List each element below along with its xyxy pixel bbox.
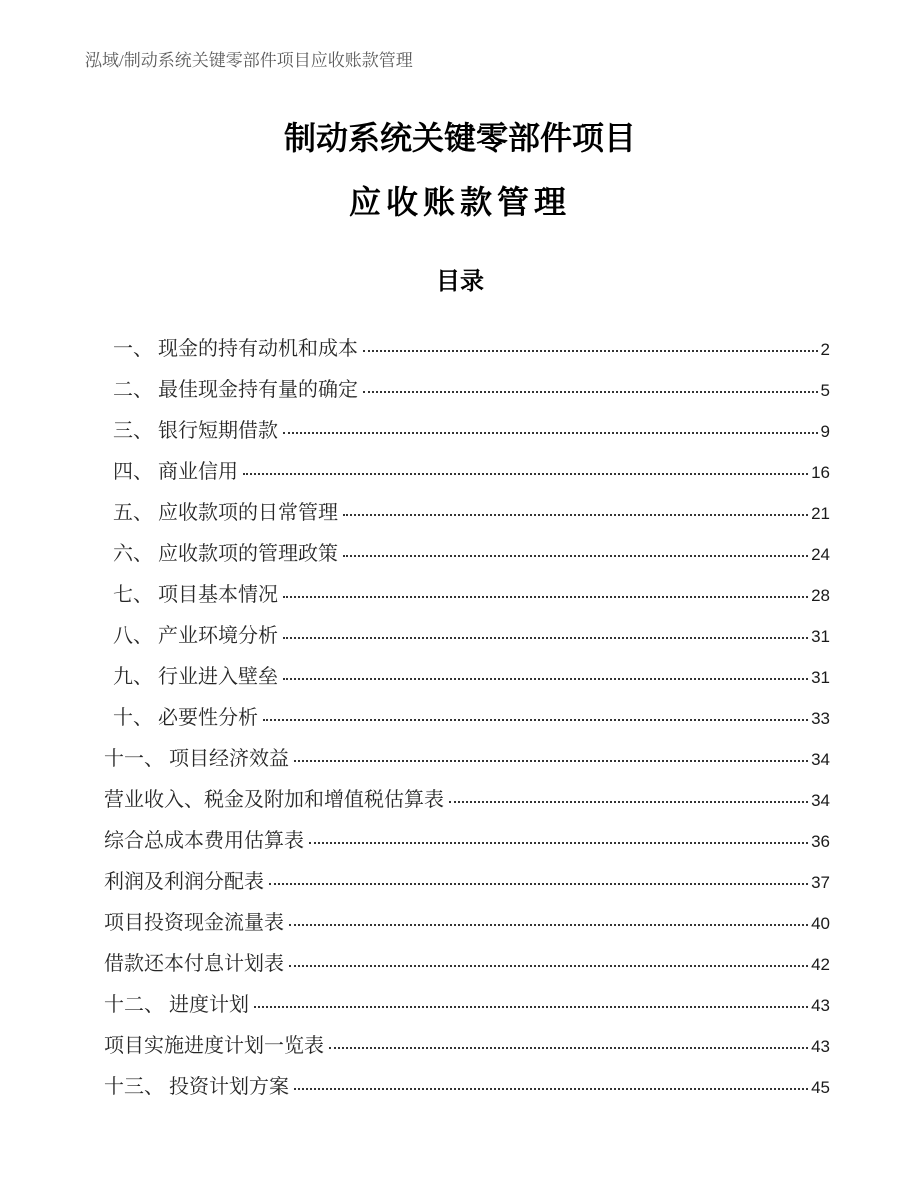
toc-entry-label[interactable]: 利润及利润分配表 xyxy=(104,871,264,893)
toc-entry-row[interactable] xyxy=(85,607,830,648)
toc-entry-label[interactable]: 四、 商业信用 xyxy=(113,461,238,483)
toc-entry-label[interactable]: 借款还本付息计划表 xyxy=(104,953,284,975)
toc-heading: 目录 xyxy=(436,268,484,295)
toc-entry-page[interactable]: 28 xyxy=(811,586,830,605)
toc-entry-label[interactable]: 项目投资现金流量表 xyxy=(104,912,284,934)
toc-entry-label[interactable]: 九、 行业进入壁垒 xyxy=(113,666,278,688)
toc-entry-page[interactable]: 9 xyxy=(820,422,830,441)
toc-entry-row[interactable] xyxy=(85,812,830,853)
document-title xyxy=(0,118,920,222)
toc-entry-page[interactable]: 34 xyxy=(811,791,830,810)
toc-entry-page[interactable]: 43 xyxy=(811,1037,830,1056)
toc-entry-row[interactable] xyxy=(85,566,830,607)
toc-entry-row[interactable] xyxy=(85,484,830,525)
toc-entry-row[interactable] xyxy=(85,320,830,361)
toc-dot-leader xyxy=(283,596,808,598)
toc-dot-leader xyxy=(263,719,808,721)
toc-entry-row[interactable] xyxy=(85,853,830,894)
toc-entry-label[interactable]: 十一、 项目经济效益 xyxy=(104,748,289,770)
toc-entry-page[interactable]: 16 xyxy=(811,463,830,482)
toc-entry-page[interactable]: 43 xyxy=(811,996,830,1015)
toc-entry-row[interactable] xyxy=(85,894,830,935)
toc-list xyxy=(85,320,830,1099)
toc-entry-row[interactable] xyxy=(85,935,830,976)
toc-entry-row[interactable] xyxy=(85,730,830,771)
toc-dot-leader xyxy=(283,637,808,639)
toc-entry-label[interactable]: 七、 项目基本情况 xyxy=(113,584,278,606)
toc-dot-leader xyxy=(289,965,808,967)
toc-entry-page[interactable]: 45 xyxy=(811,1078,830,1097)
toc-entry-row[interactable] xyxy=(85,771,830,812)
toc-entry-label[interactable]: 营业收入、税金及附加和增值税估算表 xyxy=(104,789,444,811)
toc-entry-row[interactable] xyxy=(85,648,830,689)
toc-entry-page[interactable]: 37 xyxy=(811,873,830,892)
toc-dot-leader xyxy=(283,678,808,680)
toc-dot-leader xyxy=(363,391,818,393)
toc-dot-leader xyxy=(329,1047,808,1049)
toc-entry-row[interactable] xyxy=(85,443,830,484)
toc-entry-label[interactable]: 二、 最佳现金持有量的确定 xyxy=(113,379,358,401)
toc-dot-leader xyxy=(343,555,808,557)
toc-entry-page[interactable]: 34 xyxy=(811,750,830,769)
toc-entry-label[interactable]: 十二、 进度计划 xyxy=(104,994,249,1016)
toc-entry-page[interactable]: 5 xyxy=(820,381,830,400)
toc-dot-leader xyxy=(243,473,808,475)
toc-entry-row[interactable] xyxy=(85,525,830,566)
toc-dot-leader xyxy=(309,842,808,844)
toc-entry-row[interactable] xyxy=(85,1017,830,1058)
toc-dot-leader xyxy=(449,801,808,803)
toc-entry-label[interactable]: 六、 应收款项的管理政策 xyxy=(113,543,338,565)
toc-dot-leader xyxy=(294,760,808,762)
toc-entry-page[interactable]: 42 xyxy=(811,955,830,974)
toc-entry-row[interactable] xyxy=(85,976,830,1017)
toc-entry-page[interactable]: 2 xyxy=(820,340,830,359)
toc-entry-label[interactable]: 项目实施进度计划一览表 xyxy=(104,1035,324,1057)
toc-entry-page[interactable]: 21 xyxy=(811,504,830,523)
toc-dot-leader xyxy=(343,514,808,516)
toc-dot-leader xyxy=(363,350,818,352)
toc-entry-row[interactable] xyxy=(85,402,830,443)
toc-entry-label[interactable]: 三、 银行短期借款 xyxy=(113,420,278,442)
toc-dot-leader xyxy=(254,1006,808,1008)
toc-entry-label[interactable]: 十三、 投资计划方案 xyxy=(104,1076,289,1098)
toc-entry-page[interactable]: 36 xyxy=(811,832,830,851)
toc-entry-label[interactable]: 综合总成本费用估算表 xyxy=(104,830,304,852)
toc-entry-label[interactable]: 十、 必要性分析 xyxy=(113,707,258,729)
toc-entry-row[interactable] xyxy=(85,361,830,402)
toc-entry-row[interactable] xyxy=(85,1058,830,1099)
document-header: 泓域/制动系统关键零部件项目应收账款管理 xyxy=(85,51,413,70)
toc-dot-leader xyxy=(283,432,818,434)
toc-entry-label[interactable]: 五、 应收款项的日常管理 xyxy=(113,502,338,524)
toc-dot-leader xyxy=(294,1088,808,1090)
toc-entry-page[interactable]: 33 xyxy=(811,709,830,728)
document-title-line1: 制动系统关键零部件项目 xyxy=(283,120,636,156)
toc-entry-label[interactable]: 八、 产业环境分析 xyxy=(113,625,278,647)
toc-entry-page[interactable]: 31 xyxy=(811,668,830,687)
document-title-line2: 应收账款管理 xyxy=(348,184,571,220)
toc-entry-page[interactable]: 24 xyxy=(811,545,830,564)
toc-entry-row[interactable] xyxy=(85,689,830,730)
toc-entry-page[interactable]: 40 xyxy=(811,914,830,933)
toc-entry-page[interactable]: 31 xyxy=(811,627,830,646)
toc-dot-leader xyxy=(289,924,808,926)
toc-entry-label[interactable]: 一、 现金的持有动机和成本 xyxy=(113,338,358,360)
toc-dot-leader xyxy=(269,883,808,885)
